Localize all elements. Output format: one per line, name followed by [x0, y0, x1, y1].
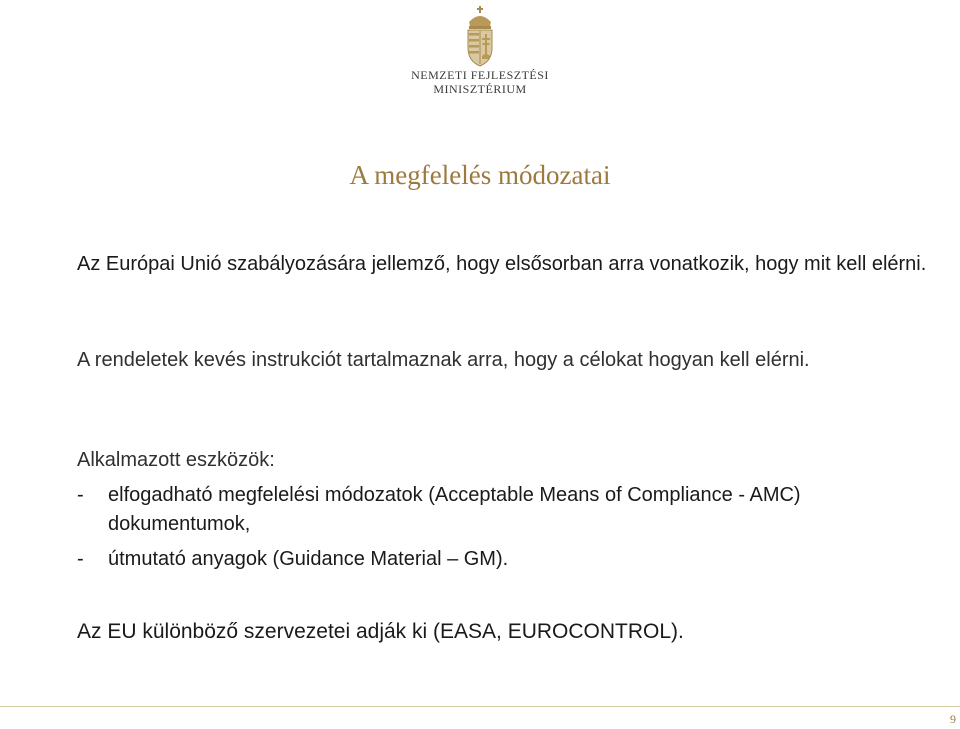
- list-item-text: útmutató anyagok (Guidance Material – GM).: [108, 548, 509, 570]
- paragraph-tools-heading: Alkalmazott eszközök:: [77, 449, 275, 471]
- tools-list: [77, 481, 907, 580]
- ministry-name-line2: MINISZTÉRIUM: [433, 82, 527, 96]
- list-item: [77, 481, 907, 539]
- ministry-name-line1: NEMZETI FEJLESZTÉSI: [411, 68, 549, 82]
- page-number: 9: [950, 712, 956, 726]
- paragraph-eu-regulation: Az Európai Unió szabályozására jellemző, hogy elsősorban arra vonatkozik, hogy mit kell elérni.: [77, 253, 927, 275]
- slide-title: A megfelelés módozatai: [349, 160, 611, 190]
- paragraph-regulations-instructions: A rendeletek kevés instrukciót tartalmaznak arra, hogy a célokat hogyan kell elérni.: [77, 349, 810, 371]
- footer-divider: [0, 706, 960, 707]
- list-item: [77, 545, 907, 574]
- list-dash: -: [77, 548, 84, 570]
- hungarian-coat-of-arms-icon: [463, 6, 497, 68]
- ministry-logo: [380, 6, 580, 98]
- list-dash: -: [77, 484, 84, 506]
- list-item-text: elfogadható megfelelési módozatok (Acceptable Means of Compliance - AMC) dokumentumok,: [108, 484, 801, 535]
- ministry-name: [380, 68, 580, 96]
- paragraph-eu-organizations: Az EU különböző szervezetei adják ki (EASA, EUROCONTROL).: [77, 620, 684, 643]
